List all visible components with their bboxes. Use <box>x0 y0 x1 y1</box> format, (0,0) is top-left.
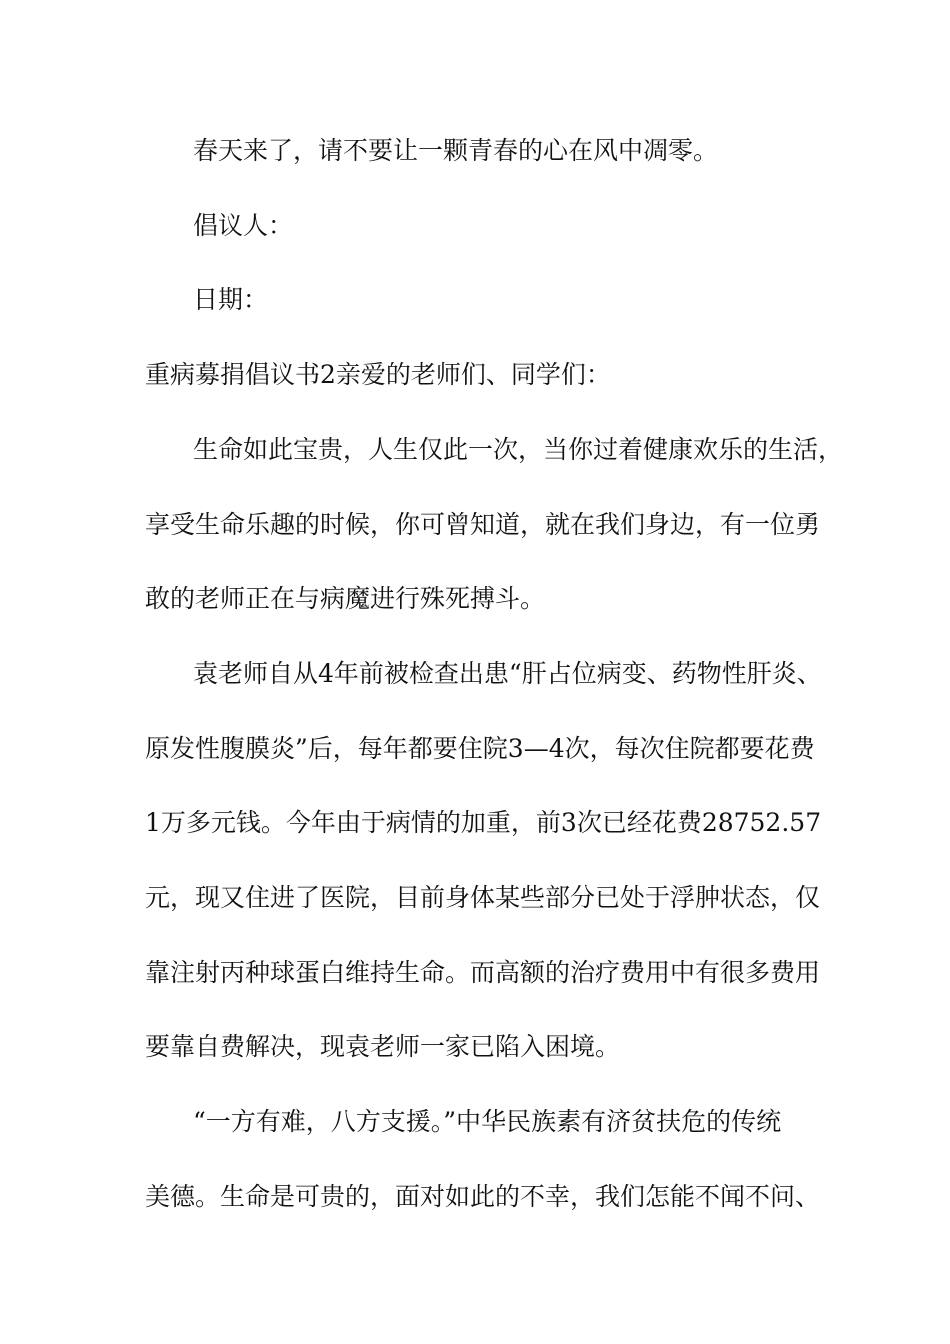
signer-label: 倡议人： <box>193 211 294 240</box>
letter-heading: 重病募捐倡议书2亲爱的老师们、同学们： <box>145 360 611 389</box>
text-line: 生命如此宝贵，人生仅此一次，当你过着健康欢乐的生活， <box>193 435 844 464</box>
text-line: 元，现又住进了医院，目前身体某些部分已处于浮肿状态，仅 <box>145 883 821 912</box>
text-line: 春天来了，请不要让一颗青春的心在风中凋零。 <box>193 136 719 165</box>
text-line: 靠注射丙种球蛋白维持生命。而高额的治疗费用中有很多费用 <box>145 958 821 987</box>
text-line: 要靠自费解决，现袁老师一家已陷入困境。 <box>145 1032 621 1061</box>
text-line: 袁老师自从4年前被检查出患“肝占位病变、药物性肝炎、 <box>193 659 822 688</box>
text-line: 原发性腹膜炎”后，每年都要住院3—4次，每次住院都要花费 <box>145 734 815 763</box>
text-line: 1万多元钱。今年由于病情的加重，前3次已经花费28752.57 <box>145 808 822 837</box>
text-line: 敢的老师正在与病魔进行殊死搏斗。 <box>145 584 546 613</box>
text-line: 美德。生命是可贵的，面对如此的不幸，我们怎能不闻不问、 <box>145 1182 821 1211</box>
text-line: 享受生命乐趣的时候，你可曾知道，就在我们身边，有一位勇 <box>145 510 821 539</box>
text-line: “一方有难，八方支援。”中华民族素有济贫扶危的传统 <box>193 1107 782 1136</box>
date-label: 日期： <box>193 285 269 314</box>
